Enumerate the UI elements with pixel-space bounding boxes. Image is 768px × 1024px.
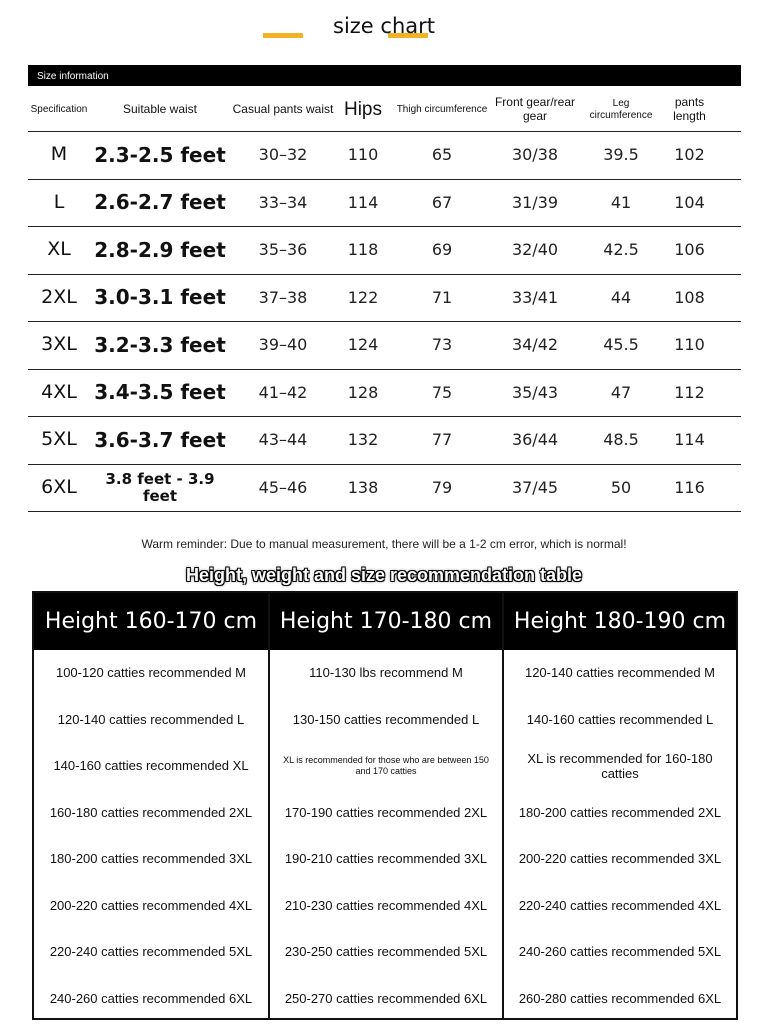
cell-suitable-waist: 3.4-3.5 feet <box>94 380 226 405</box>
cell-size: XL <box>47 238 71 261</box>
cell-suitable-waist: 2.6-2.7 feet <box>94 190 226 215</box>
cell-pants-length: 108 <box>674 287 705 307</box>
page-title: size chart <box>333 14 435 38</box>
cell-hips: 124 <box>347 335 379 355</box>
recommendation-item: 140-160 catties recommended XL <box>53 758 249 774</box>
recommendation-item: 260-280 catties recommended 6XL <box>518 990 722 1006</box>
cell-front-rear-gear: 37/45 <box>511 477 559 497</box>
cell-leg-circumference: 47 <box>610 382 632 402</box>
cell-size: 5XL <box>41 428 77 451</box>
cell-suitable-waist: 3.2-3.3 feet <box>94 332 226 357</box>
column-header: Height 170-180 cm <box>270 593 502 650</box>
cell-suitable-waist: 3.6-3.7 feet <box>94 427 226 452</box>
cell-casual-pants-waist: 39–40 <box>258 335 308 355</box>
cell-hips: 132 <box>347 430 379 450</box>
cell-pants-length: 110 <box>674 335 705 355</box>
cell-thigh: 69 <box>431 240 453 260</box>
recommendation-item: 220-240 catties recommended 5XL <box>49 944 253 960</box>
table-row <box>28 417 741 465</box>
recommendation-item: 200-220 catties recommended 3XL <box>518 851 722 867</box>
cell-front-rear-gear: 34/42 <box>511 335 559 355</box>
cell-casual-pants-waist: 45–46 <box>258 477 308 497</box>
cell-suitable-waist: 3.0-3.1 feet <box>94 285 226 310</box>
cell-front-rear-gear: 31/39 <box>511 192 559 212</box>
cell-pants-length: 102 <box>674 145 705 165</box>
recommendation-column-170-180 <box>268 593 502 1018</box>
cell-pants-length: 112 <box>674 382 705 402</box>
column-items <box>34 650 268 1022</box>
recommendation-title: Height, weight and size recommendation table <box>185 565 583 585</box>
cell-casual-pants-waist: 33–34 <box>258 192 308 212</box>
cell-thigh: 65 <box>431 145 453 165</box>
cell-leg-circumference: 39.5 <box>603 145 639 165</box>
size-info-label: Size information <box>37 71 109 82</box>
recommendation-item: 130-150 catties recommended L <box>292 711 480 727</box>
cell-casual-pants-waist: 41–42 <box>258 382 308 402</box>
cell-casual-pants-waist: 43–44 <box>258 430 308 450</box>
cell-leg-circumference: 48.5 <box>603 430 639 450</box>
table-row <box>28 180 741 228</box>
recommendation-table <box>32 591 738 1020</box>
recommendation-item: 170-190 catties recommended 2XL <box>284 804 488 820</box>
column-items <box>270 650 502 1022</box>
header-specification: Specification <box>30 103 88 115</box>
recommendation-item: 220-240 catties recommended 4XL <box>518 897 722 913</box>
cell-front-rear-gear: 35/43 <box>511 382 559 402</box>
cell-suitable-waist: 3.8 feet - 3.9 feet <box>105 469 215 505</box>
table-row <box>28 322 741 370</box>
cell-size: M <box>50 143 68 166</box>
recommendation-item: 140-160 catties recommended L <box>526 711 714 727</box>
cell-pants-length: 116 <box>674 477 705 497</box>
cell-leg-circumference: 42.5 <box>603 240 639 260</box>
recommendation-item: 120-140 catties recommended M <box>524 665 716 681</box>
table-row <box>28 370 741 418</box>
cell-suitable-waist: 2.3-2.5 feet <box>94 142 226 167</box>
cell-front-rear-gear: 36/44 <box>511 430 559 450</box>
cell-thigh: 71 <box>431 287 453 307</box>
cell-size: 4XL <box>41 380 77 403</box>
cell-pants-length: 106 <box>674 240 705 260</box>
recommendation-item: 100-120 catties recommended M <box>55 665 247 681</box>
cell-pants-length: 104 <box>674 192 705 212</box>
size-table-header <box>28 88 741 132</box>
recommendation-item: 180-200 catties recommended 2XL <box>518 804 722 820</box>
recommendation-item: 160-180 catties recommended 2XL <box>49 804 253 820</box>
recommendation-item: 120-140 catties recommended L <box>57 711 245 727</box>
recommendation-column-180-190 <box>502 593 736 1018</box>
recommendation-item: XL is recommended for 160-180 catties <box>527 750 713 782</box>
size-table <box>28 88 741 512</box>
column-header: Height 180-190 cm <box>504 593 736 650</box>
cell-pants-length: 114 <box>674 430 705 450</box>
cell-leg-circumference: 44 <box>610 287 632 307</box>
header-hips: Hips <box>343 98 382 120</box>
header-casual-pants-waist: Casual pants waist <box>232 101 334 116</box>
size-info-bar <box>28 65 741 86</box>
cell-hips: 138 <box>347 477 379 497</box>
cell-front-rear-gear: 30/38 <box>511 145 559 165</box>
cell-suitable-waist: 2.8-2.9 feet <box>94 237 226 262</box>
header-thigh-circumference: Thigh circumference <box>396 103 488 115</box>
table-row <box>28 227 741 275</box>
recommendation-item: 110-130 lbs recommend M <box>309 665 463 681</box>
cell-leg-circumference: 45.5 <box>603 335 639 355</box>
cell-front-rear-gear: 32/40 <box>511 240 559 260</box>
header-pants-length: pants length <box>673 94 706 123</box>
recommendation-item: 230-250 catties recommended 5XL <box>284 944 488 960</box>
cell-thigh: 77 <box>431 430 453 450</box>
cell-casual-pants-waist: 35–36 <box>258 240 308 260</box>
size-table-body <box>28 132 741 512</box>
header-suitable-waist: Suitable waist <box>122 101 198 116</box>
cell-thigh: 75 <box>431 382 453 402</box>
cell-thigh: 79 <box>431 477 453 497</box>
cell-leg-circumference: 50 <box>610 477 632 497</box>
table-row <box>28 465 741 513</box>
cell-hips: 110 <box>347 145 379 165</box>
cell-hips: 128 <box>347 382 379 402</box>
cell-size: L <box>53 190 65 213</box>
recommendation-item: 210-230 catties recommended 4XL <box>284 897 488 913</box>
recommendation-item: 190-210 catties recommended 3XL <box>284 851 488 867</box>
header-leg-circumference: Leg circumference <box>589 98 653 121</box>
table-row <box>28 132 741 180</box>
cell-thigh: 67 <box>431 192 453 212</box>
cell-size: 3XL <box>41 333 77 356</box>
cell-front-rear-gear: 33/41 <box>511 287 559 307</box>
recommendation-item: 200-220 catties recommended 4XL <box>49 897 253 913</box>
cell-size: 2XL <box>41 285 77 308</box>
cell-casual-pants-waist: 37–38 <box>258 287 308 307</box>
header-front-rear-gear: Front gear/rear gear <box>494 94 576 123</box>
column-items <box>504 650 736 1022</box>
column-header: Height 160-170 cm <box>34 593 268 650</box>
cell-hips: 122 <box>347 287 379 307</box>
cell-thigh: 73 <box>431 335 453 355</box>
table-row <box>28 275 741 323</box>
recommendation-column-160-170 <box>34 593 268 1018</box>
cell-casual-pants-waist: 30–32 <box>258 145 308 165</box>
recommendation-item: 180-200 catties recommended 3XL <box>49 851 253 867</box>
recommendation-item: 250-270 catties recommended 6XL <box>284 990 488 1006</box>
cell-size: 6XL <box>41 475 77 498</box>
recommendation-item: 240-260 catties recommended 5XL <box>518 944 722 960</box>
warm-reminder: Warm reminder: Due to manual measurement, there will be a 1-2 cm error, which is normal! <box>141 537 627 551</box>
cell-hips: 118 <box>347 240 379 260</box>
recommendation-item: 240-260 catties recommended 6XL <box>49 990 253 1006</box>
cell-hips: 114 <box>347 192 379 212</box>
cell-leg-circumference: 41 <box>610 192 632 212</box>
recommendation-item: XL is recommended for those who are between 150 and 170 catties <box>283 755 489 777</box>
